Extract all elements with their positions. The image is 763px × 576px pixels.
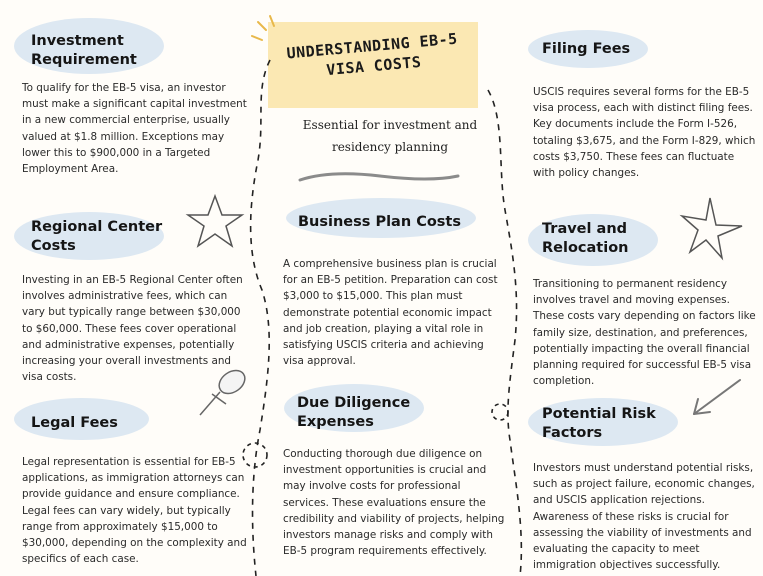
travel-body: Transitioning to permanent residency involves travel and moving expenses. These costs vary depending on factors like family size, destination, and preferences, potentially impacting the overall financial planning required for successful EB-5 visa completion. bbox=[533, 278, 756, 388]
business-plan-body: A comprehensive business plan is crucial for an EB-5 petition. Preparation can cost $3,000 to $15,000. This plan must demonstrate potential economic impact and job creation, playing a vital role in satisfying USCIS criteria and achieving visa approval. bbox=[283, 258, 498, 368]
risk-body: Investors must understand potential risks, such as project failure, economic changes, and USCIS application rejections. Awareness of these risks is crucial for assessing the viability of investments and evaluating the capacity to meet immigration objectives successfully. bbox=[533, 462, 755, 572]
sparkle-icon bbox=[682, 198, 742, 258]
legal-heading: Legal Fees bbox=[31, 415, 118, 431]
page-subtitle: Essential for investment and residency planning bbox=[302, 118, 478, 154]
filing-fees-heading: Filing Fees bbox=[542, 41, 631, 57]
regional-heading: Regional Center Costs bbox=[31, 219, 163, 254]
due-diligence-body: Conducting thorough due diligence on investment opportunities is crucial and may involve costs for professional services. These evaluations ensure the credibility and viability of projects, helping investors manage risks and comply with EB-5 program requirements effectively. bbox=[283, 448, 505, 558]
due-diligence-heading: Due Diligence Expenses bbox=[297, 395, 411, 430]
investment-heading: Investment Requirement bbox=[31, 33, 137, 68]
regional-body: Investing in an EB-5 Regional Center often involves administrative fees, which can vary but typically range between $30,000 to $60,000. These fees cover operational and administrative expenses, potentially increasing your overall investments and visa costs. bbox=[22, 274, 243, 384]
business-plan-heading: Business Plan Costs bbox=[298, 214, 461, 230]
dashed-loop-icon bbox=[492, 404, 508, 420]
page-title: UNDERSTANDING EB-5 VISA COSTS bbox=[285, 29, 459, 80]
star-icon bbox=[188, 196, 242, 246]
risk-heading: Potential Risk Factors bbox=[542, 406, 656, 441]
sun-rays-icon bbox=[252, 16, 274, 40]
dashed-path-left bbox=[251, 60, 270, 576]
travel-heading: Travel and Relocation bbox=[542, 221, 629, 256]
underline-squiggle bbox=[300, 174, 458, 180]
legal-body: Legal representation is essential for EB-5 applications, as immigration attorneys can provide guidance and ensure compliance. Legal fees can vary widely, but typically range from approximately $15,000 to $30,000, depending on the complexity and specifics of each case. bbox=[22, 456, 247, 566]
investment-body: To qualify for the EB-5 visa, an investor must make a significant capital investment in a new commercial enterprise, usually valued at $1.8 million. Exceptions may lower this to $900,000 in a Targeted Employment Area. bbox=[22, 82, 247, 176]
filing-fees-body: USCIS requires several forms for the EB-5 visa process, each with distinct filing fees. Key documents include the Form I-526, totaling $3,675, and the Form I-829, which costs $3,750. These fees can fluctuate with policy changes. bbox=[533, 86, 756, 180]
